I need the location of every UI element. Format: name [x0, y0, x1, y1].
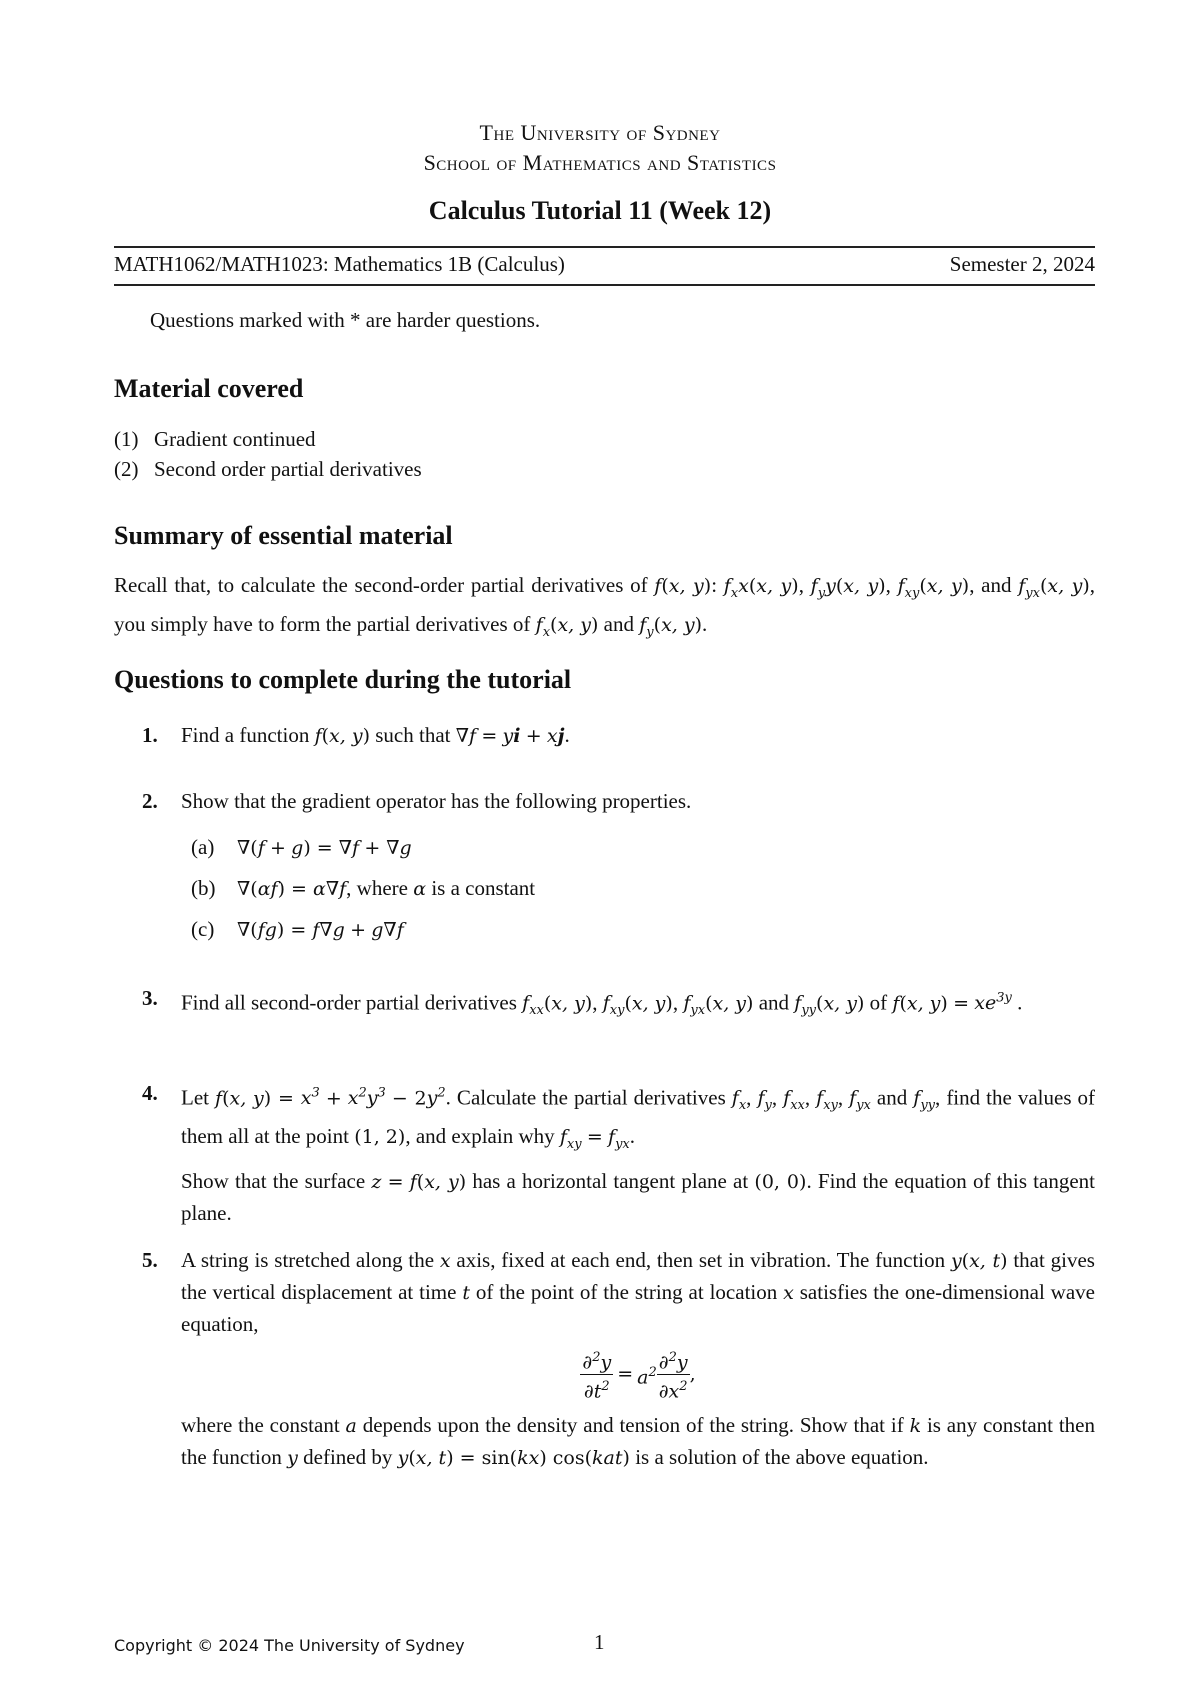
- list-item: [114, 454, 422, 484]
- question-text: is any constant then the function: [181, 1412, 1095, 1469]
- semester-label: Semester 2, 2024: [949, 252, 1095, 276]
- list-item-label: Second order partial derivatives: [154, 457, 422, 481]
- question-text: satisfies the one-dimensional wave equation,: [181, 1280, 1095, 1336]
- list-item: (c) ∇(fg) = f∇g + g∇f: [191, 909, 1095, 950]
- question-number: 2.: [142, 789, 158, 813]
- question-number: 4.: [142, 1081, 158, 1105]
- list-item: (b) ∇(αf) = α∇f, where α is a constant: [191, 868, 1095, 909]
- course-row: [114, 252, 1095, 277]
- summary-paragraph: Recall that, to calculate the second-order partial derivatives of f(x, y): $f_xx(x$, y), $f_yy(x$, y), $f_{xy}(x$, y), and $f_{yx}(x$, y), you simply have to form the partial derivatives of $f_x(x$, y) and $f_y(x$, y).: [114, 573, 1096, 640]
- question-5: 5. A string is stretched along the x axis, fixed at each end, then set in vibration. The function y(x, t) that gives the vertical displacement at time t of the point of the string at location x satisfies the one-dimensional wave equation, $\frac{\partial^2y}{\partial t^2}$ = $a^2$ $\frac{\partial^2y}{\partial x^2}$ , where the constant a depends upon the density and tension of the string. Show that if k is any constant then the function y defined by y(x, t) = sin(kx) cos(kat) is a solution of the above equation.: [114, 1245, 1095, 1474]
- question-number: 5.: [142, 1248, 158, 1272]
- question-text: is a solution of the above equation.: [629, 1444, 929, 1469]
- subpart-label: (a): [191, 835, 215, 859]
- subpart-label: (c): [191, 917, 215, 941]
- summary-text: Recall that, to calculate the second-order partial derivatives of: [114, 573, 655, 597]
- question-text: and: [876, 1085, 908, 1110]
- questions-heading: Questions to complete during the tutorial: [114, 665, 572, 694]
- question-3: 3. Find all second-order partial derivatives $f_{xx}(x$, y), $f_{xy}(x$, y), $f_{yx}(x$, y) and $f_{yy}(x$, y) of f(x, $y) = xe^{3y}$ .: [114, 983, 1095, 1026]
- summary-text: and: [981, 573, 1012, 597]
- wave-equation: $\frac{\partial^2y}{\partial t^2}$ = $a^2$ $\frac{\partial^2y}{\partial x^2}$ ,: [181, 1346, 1095, 1404]
- question-text: is a constant: [426, 876, 536, 900]
- subpart-list: [191, 827, 1095, 950]
- summary-text: and: [603, 611, 634, 636]
- summary-text: , you simply have to form the partial derivatives of: [114, 573, 1096, 636]
- question-text: such that: [370, 723, 456, 747]
- question-number: 1.: [142, 723, 158, 747]
- university-name: The University of Sydney: [479, 120, 721, 145]
- material-heading: Material covered: [114, 374, 304, 403]
- question-number: 3.: [142, 986, 158, 1010]
- list-item: [114, 424, 422, 454]
- question-text: , where: [346, 876, 414, 900]
- page-title: Calculus Tutorial 11 (Week 12): [428, 196, 772, 225]
- question-text: Let: [181, 1085, 216, 1110]
- question-text: of the point of the string at location: [470, 1280, 784, 1304]
- list-item-label: Gradient continued: [154, 427, 316, 451]
- intro-note: Questions marked with * are harder questions.: [150, 308, 541, 332]
- question-text: has a horizontal tangent plane at: [466, 1168, 755, 1193]
- footer-copyright: Copyright © 2024 The University of Sydney: [114, 1636, 465, 1655]
- question-text: and: [758, 990, 790, 1015]
- school-name: School of Mathematics and Statistics: [423, 150, 777, 175]
- list-item-number: (2): [114, 457, 139, 481]
- question-text: Show that the gradient operator has the following properties.: [181, 789, 692, 813]
- question-text: Find a function: [181, 723, 315, 747]
- page-number: 1: [594, 1630, 605, 1654]
- summary-text: .: [702, 611, 708, 636]
- question-text: where the constant: [181, 1412, 346, 1437]
- summary-heading: Summary of essential material: [114, 521, 453, 550]
- question-4: 4. Let f(x, $y) = x^3 + x^2y^3 - 2y^2$. Calculate the partial derivatives $f_x$, $f_y$, $f_{xx}$, $f_{xy}$, $f_{yx}$ and $f_{yy}$, find the values of them all at the point (1, 2), and explain why $f_{xy} = f_{yx}$. Show that the surface z = f(x, y) has a horizontal tangent plane at (0, 0). Find the equation of this tangent plane.: [114, 1078, 1095, 1229]
- question-text: . Find the equation of this tangent plane.: [181, 1168, 1095, 1225]
- question-text: A string is stretched along the: [181, 1248, 440, 1272]
- material-list: [114, 424, 422, 484]
- course-code: MATH1062/MATH1023: Mathematics 1B (Calculus): [114, 252, 565, 276]
- subpart-label: (b): [191, 876, 216, 900]
- question-text: , and explain why: [405, 1124, 560, 1149]
- question-text: defined by: [297, 1444, 398, 1469]
- question-text: Show that the surface: [181, 1168, 372, 1193]
- question-text: that gives the vertical displacement at time: [181, 1248, 1095, 1304]
- header-rule-top: [114, 246, 1095, 248]
- list-item-number: (1): [114, 427, 139, 451]
- question-text: axis, fixed at each end, then set in vibration. The function: [450, 1248, 951, 1272]
- question-text: find the values of them all at the point: [181, 1085, 1096, 1149]
- question-1: 1. Find a function f(x, y) such that ∇f = yi + xj.: [114, 720, 1095, 752]
- question-text: depends upon the density and tension of the string. Show that if: [356, 1412, 910, 1437]
- question-2: [114, 786, 1095, 950]
- list-item: (a) ∇(f + g) = ∇f + ∇g: [191, 827, 1095, 868]
- header-rule-bottom: [114, 284, 1095, 286]
- question-text: Find all second-order partial derivatives: [181, 990, 523, 1015]
- question-text: of: [869, 990, 888, 1015]
- question-text: . Calculate the partial derivatives: [445, 1085, 732, 1110]
